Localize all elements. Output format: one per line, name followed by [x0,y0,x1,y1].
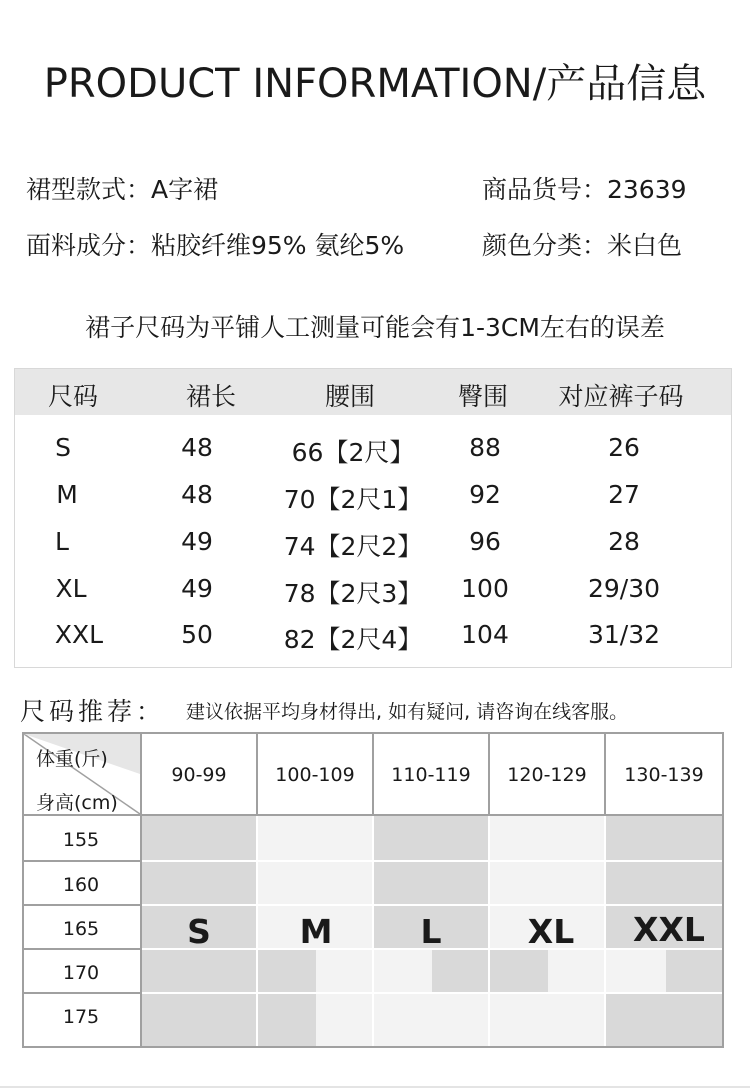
weight-range: 110-119 [391,764,471,786]
row-pants: 26 [608,433,640,462]
row-length: 50 [181,620,213,649]
header-hip: 臀围 [457,382,509,411]
row-length: 48 [181,433,213,462]
height-value: 175 [62,1006,100,1028]
grid-shade [374,950,432,994]
row-size: XL [55,574,87,603]
color-category: 颜色分类：米白色 [482,231,683,260]
fabric-composition: 面料成分：粘胶纤维95% 氨纶5% [26,231,405,260]
header-waist: 腰围 [324,382,376,411]
row-waist: 74【2尺2】 [283,532,423,561]
row-hip: 104 [461,620,509,649]
recommended-size: S [187,912,211,951]
measurement-note: 裙子尺码为平铺人工测量可能会有1-3CM左右的误差 [85,313,665,342]
item-number: 商品货号：23639 [482,175,687,204]
row-size: XXL [54,620,104,649]
size-table [14,368,732,668]
size-table-header [15,369,731,415]
height-value: 155 [62,829,100,851]
grid-shade [374,994,490,1048]
row-waist: 82【2尺4】 [283,625,423,654]
recommend-subtitle: 建议依据平均身材得出, 如有疑问, 请咨询在线客服。 [186,701,629,723]
recommended-size: XXL [633,910,705,949]
grid-shade [606,950,666,994]
row-waist: 78【2尺3】 [283,579,423,608]
page-title: PRODUCT INFORMATION/产品信息 [43,61,707,107]
row-hip: 100 [461,574,509,603]
row-hip: 88 [469,433,501,462]
row-size: L [55,527,69,556]
row-hip: 96 [469,527,501,556]
row-hip: 92 [469,480,501,509]
weight-axis-label: 体重(斤) [36,748,108,770]
weight-range: 100-109 [275,764,355,786]
bottom-divider [0,1086,750,1088]
grid-shade [490,950,548,994]
recommended-size: L [420,912,442,951]
grid-shade [258,950,316,1048]
weight-range: 90-99 [171,764,227,786]
row-waist: 66【2尺】 [291,438,415,467]
size-recommend-grid [22,732,724,1048]
recommended-size: XL [527,912,575,951]
weight-range: 130-139 [624,764,704,786]
header-length: 裙长 [185,382,237,411]
height-value: 170 [62,962,100,984]
header-pants-size: 对应裤子码 [558,382,684,411]
row-pants: 29/30 [587,574,661,603]
row-length: 49 [181,574,213,603]
recommend-title: 尺码推荐： [20,697,166,726]
weight-range: 120-129 [507,764,587,786]
row-pants: 31/32 [587,620,661,649]
recommended-size: M [299,912,333,951]
row-size: M [56,480,78,509]
row-pants: 27 [608,480,640,509]
row-size: S [55,433,71,462]
row-length: 49 [181,527,213,556]
row-pants: 28 [608,527,640,556]
row-waist: 70【2尺1】 [283,485,423,514]
header-size: 尺码 [47,382,99,411]
skirt-style: 裙型款式：A字裙 [26,175,219,204]
height-value: 165 [62,918,100,940]
height-value: 160 [62,874,100,896]
row-length: 48 [181,480,213,509]
height-axis-label: 身高(cm) [36,792,118,814]
